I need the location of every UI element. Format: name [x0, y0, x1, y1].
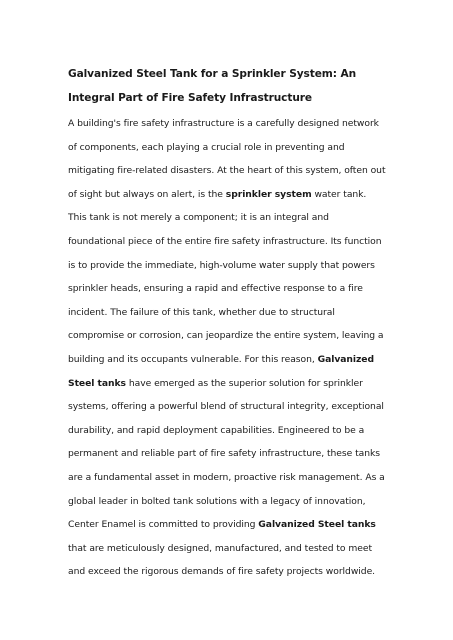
paragraph-text-1: A building's fire safety infrastructure is a carefully designed network of components, each playing a crucial role in preventing and mitigating fire-related disasters. At the heart of this system, often out of sight but always on alert, is the [68, 118, 386, 200]
body-paragraph [68, 112, 386, 584]
bold-term-sprinkler-system: sprinkler system [225, 188, 312, 200]
paragraph-text-4: that are meticulously designed, manufactured, and tested to meet and exceed the rigorous demands of fire safety projects worldwide. [68, 542, 376, 578]
paragraph-text-2: water tank. This tank is not merely a component; it is an integral and foundational piece of the entire fire safety infrastructure. Its function is to provide the immediate, high-volume water supply that powers sprinkler heads, ensuring a rapid and effective response to a fire incident. The failure of this tank, whether due to structural compromise or corrosion, can jeopardize the entire system, leaving a building and its occupants vulnerable. For this reason, [68, 188, 384, 365]
bold-term-galvanized-steel-tanks: Galvanized Steel tanks [68, 353, 375, 389]
paragraph-text-3: have emerged as the superior solution for sprinkler systems, offering a powerful blend of structural integrity, exceptional durability, and rapid deployment capabilities. Engineered to be a permanent and reliable part of fire safety infrastructure, these tanks are a fundamental asset in modern, proactive risk management. As a global leader in bolted tank solutions with a legacy of innovation, Center Enamel is committed to providing [68, 377, 385, 531]
bold-term-galvanized-steel-tanks-2: Galvanized Steel tanks [258, 519, 376, 531]
document-title: Galvanized Steel Tank for a Sprinkler System: An Integral Part of Fire Safety Infrastructure [68, 68, 357, 104]
